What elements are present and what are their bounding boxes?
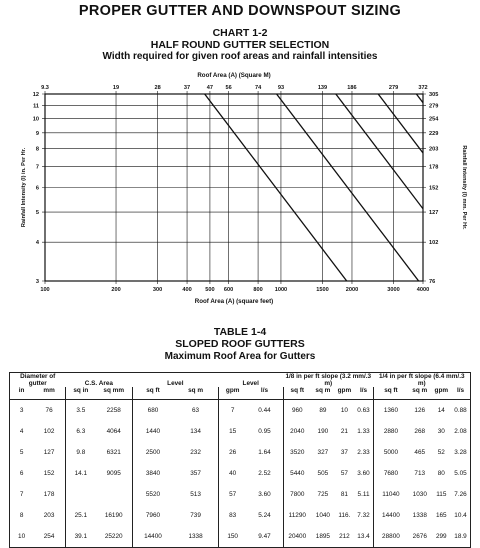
table-cell: 1.33	[354, 421, 373, 442]
table-subheader-cell: sq m	[311, 387, 335, 400]
table-cell: 6321	[96, 442, 133, 463]
x-tick-label-sqft: 600	[223, 287, 234, 293]
table-cell: 3.28	[451, 442, 471, 463]
y-tick-label-mm: 152	[429, 185, 439, 192]
table-cell: 8	[10, 505, 34, 526]
table-cell: 3.60	[246, 484, 283, 505]
table-cell: 14400	[132, 526, 173, 548]
table-cell: 37	[340, 449, 348, 456]
table-cell: 39.1	[66, 526, 96, 548]
y-tick-label-in: 8	[35, 146, 39, 153]
header-slope-quarter: 1/4 in per ft slope (6.4 mm/.3 m)	[373, 373, 470, 388]
table-cell: 1040	[315, 512, 330, 519]
table-cell: 2.08	[451, 421, 471, 442]
table-cell: 115	[436, 491, 447, 498]
table-cell: 4	[10, 421, 34, 442]
table-subheader-cell: l/s	[246, 387, 283, 400]
table-cell	[66, 484, 96, 505]
table-cell: 680	[132, 400, 173, 422]
table-subheader-cell: l/s	[451, 387, 471, 400]
table-cell: 3.5	[66, 400, 96, 422]
table-cell: 2040	[283, 421, 311, 442]
table-subheader-cell: sq m	[173, 387, 218, 400]
table-cell: 14.1	[66, 463, 96, 484]
table-cell: 9.8	[66, 442, 96, 463]
table-row	[10, 526, 471, 548]
chart-name: HALF ROUND GUTTER SELECTION	[150, 39, 330, 51]
table-row	[10, 421, 471, 442]
x-tick-label-sqft: 200	[111, 287, 121, 293]
table-cell: 7.32	[354, 505, 373, 526]
x-tick-label-sqft: 3000	[387, 287, 400, 293]
table-subheader-cell: sq ft	[283, 387, 311, 400]
header-cs-area: C.S. Area	[66, 373, 133, 388]
table-subheader-cell: sq m	[408, 387, 432, 400]
table-subheader-cell: sq in	[66, 387, 96, 400]
table-name: SLOPED ROOF GUTTERS	[175, 338, 305, 350]
y-tick-label-mm: 229	[429, 130, 439, 137]
table-cell: 5.11	[354, 484, 373, 505]
table-cell: 1440	[132, 421, 173, 442]
x-tick-label-sqft: 500	[205, 287, 215, 293]
gutter-line	[45, 64, 423, 310]
table-cell: 116.	[338, 512, 351, 519]
table-subheader-cell: in	[10, 387, 34, 400]
table-cell: 63	[173, 400, 218, 422]
table-cell: 1338	[412, 512, 427, 519]
page-title: PROPER GUTTER AND DOWNSPOUT SIZING	[78, 3, 402, 19]
y-tick-label-mm: 76	[429, 279, 436, 285]
table-subheader-cell: sq mm	[96, 387, 133, 400]
top-axis-title: Roof Area (A) (Square M)	[197, 72, 271, 79]
y-tick-label-in: 5	[35, 210, 39, 217]
table-subheader-cell: sq ft	[373, 387, 407, 400]
table-cell: 3	[10, 400, 34, 422]
x-tick-label-sqm: 37	[183, 85, 191, 91]
table-cell: 203	[33, 505, 65, 526]
table-cell: 9.47	[246, 526, 283, 548]
table-cell: 15	[218, 421, 246, 442]
y-tick-label-in: 6	[35, 185, 39, 192]
table-cell: 2676	[408, 526, 432, 548]
table-cell: 102	[33, 421, 65, 442]
table-cell: 14	[437, 407, 445, 414]
table-cell: 3.60	[354, 463, 373, 484]
y-tick-label-in: 12	[32, 92, 39, 98]
right-axis-title: Rainfall Intensity (I) mm. Per Hr.	[461, 145, 467, 230]
table-cell: 7	[218, 400, 246, 422]
x-tick-label-sqm: 279	[388, 85, 399, 91]
y-tick-label-mm: 102	[429, 240, 439, 247]
table-cell: 7.26	[451, 484, 471, 505]
table-row	[10, 463, 471, 484]
table-cell: 40	[218, 463, 246, 484]
table-cell: 134	[173, 421, 218, 442]
x-tick-label-sqm: 28	[154, 85, 161, 91]
table-cell: 725	[317, 491, 329, 498]
table-cell: 0.63	[354, 400, 373, 422]
table-cell: 1030	[412, 491, 427, 498]
table-cell: 212	[335, 526, 354, 548]
x-tick-label-sqft: 2000	[345, 287, 359, 293]
table-cell: 152	[33, 463, 65, 484]
table-cell: 739	[173, 505, 218, 526]
table-cell: 89	[319, 407, 327, 414]
table-cell: 7800	[283, 484, 311, 505]
chart-subtitle: Width required for given roof areas and rainfall intensities	[102, 51, 378, 62]
table-subheader-cell: gpm	[432, 387, 451, 400]
table-cell: 327	[317, 449, 329, 456]
table-cell: 1360	[373, 400, 407, 422]
table-cell: 4064	[96, 421, 133, 442]
table-cell: 127	[33, 442, 65, 463]
table-cell: 232	[173, 442, 218, 463]
table-cell: 268	[414, 428, 426, 435]
table-cell: 11040	[373, 484, 407, 505]
header-diameter: Diameter of gutter	[10, 373, 66, 388]
table-cell: 960	[283, 400, 311, 422]
table-cell: 5000	[373, 442, 407, 463]
table-cell: 25220	[96, 526, 133, 548]
x-tick-label-sqm: 56	[225, 85, 232, 91]
table-cell: 5520	[132, 484, 173, 505]
table-cell: 18.9	[451, 526, 471, 548]
gutter-line	[45, 64, 423, 103]
x-tick-label-sqft: 1000	[274, 287, 288, 293]
header-level-flow: Level	[218, 373, 283, 388]
table-cell: 0.44	[246, 400, 283, 422]
table-cell: 57	[218, 484, 246, 505]
y-tick-label-in: 10	[32, 116, 39, 123]
x-tick-label-sqm: 74	[254, 85, 262, 91]
table-cell: 505	[317, 470, 329, 477]
y-tick-label-mm: 305	[429, 92, 439, 98]
gutter-line	[45, 64, 423, 287]
y-tick-label-in: 4	[35, 240, 39, 247]
x-tick-label-sqft: 400	[182, 287, 192, 293]
y-tick-label-mm: 279	[429, 103, 439, 110]
table-sub-header-row	[10, 387, 471, 400]
table-cell: 1.64	[246, 442, 283, 463]
chart-number: CHART 1-2	[212, 27, 268, 39]
table-cell: 57	[340, 470, 348, 477]
table-row	[10, 442, 471, 463]
table-cell: 254	[33, 526, 65, 548]
table-subheader-cell: mm	[33, 387, 65, 400]
table-cell: 52	[437, 449, 445, 456]
table-row	[10, 400, 471, 422]
table-subheader-cell: gpm	[335, 387, 354, 400]
table-cell: 20400	[283, 526, 311, 548]
table-cell: 1895	[311, 526, 335, 548]
table-cell: 7680	[373, 463, 407, 484]
table-cell	[96, 484, 133, 505]
x-tick-label-sqft: 800	[253, 287, 263, 293]
table-subheader-cell: l/s	[354, 387, 373, 400]
plot-area	[21, 64, 467, 310]
y-tick-label-in: 7	[35, 164, 39, 171]
x-tick-label-sqm: 19	[112, 85, 120, 91]
gutter-line	[45, 64, 423, 209]
table-cell: 2.33	[354, 442, 373, 463]
table-cell: 465	[414, 449, 426, 456]
table-cell: 190	[317, 428, 329, 435]
y-tick-label-in: 11	[33, 103, 39, 110]
table-subheader-cell: sq ft	[132, 387, 173, 400]
table-cell: 81	[340, 491, 348, 498]
table-cell: 357	[173, 463, 218, 484]
y-tick-label-mm: 254	[429, 116, 439, 123]
table-cell: 6	[10, 463, 34, 484]
x-tick-label-sqm: 139	[317, 85, 328, 91]
table-cell: 6.3	[66, 421, 96, 442]
table-cell: 178	[33, 484, 65, 505]
table-cell: 16190	[96, 505, 133, 526]
left-axis-title: Rainfall Intensity (I) in. Per Hr.	[21, 147, 27, 228]
x-tick-label-sqm: 93	[277, 85, 285, 91]
table-cell: 26	[218, 442, 246, 463]
table-cell: 5.24	[246, 505, 283, 526]
table-cell: 30	[437, 428, 445, 435]
y-tick-label-mm: 127	[429, 210, 439, 217]
gutter-table	[9, 372, 471, 548]
table-cell: 28800	[373, 526, 407, 548]
y-tick-label-mm: 203	[429, 146, 439, 153]
table-cell: 11290	[283, 505, 311, 526]
table-cell: 2.52	[246, 463, 283, 484]
table-cell: 83	[218, 505, 246, 526]
table-cell: 80	[437, 470, 445, 477]
table-cell: 0.95	[246, 421, 283, 442]
table-cell: 7	[10, 484, 34, 505]
table-cell: 165	[435, 512, 447, 519]
x-tick-label-sqft: 100	[40, 287, 50, 293]
table-cell: 2500	[132, 442, 173, 463]
table-cell: 3520	[283, 442, 311, 463]
table-cell: 14400	[373, 505, 407, 526]
bottom-axis-title: Roof Area (A) (square feet)	[194, 298, 274, 305]
header-level-area: Level	[132, 373, 218, 388]
table-cell: 25.1	[66, 505, 96, 526]
table-cell: 3840	[132, 463, 173, 484]
table-number: TABLE 1-4	[213, 326, 267, 338]
gutter-chart	[0, 64, 480, 310]
table-cell: 9095	[96, 463, 133, 484]
y-tick-label-in: 9	[35, 130, 39, 137]
header-slope-eighth: 1/8 in per ft slope (3.2 mm/.3 m)	[283, 373, 373, 388]
table-cell: 7960	[132, 505, 173, 526]
x-tick-label-sqm: 47	[206, 85, 214, 91]
y-tick-label-mm: 178	[429, 164, 439, 171]
x-tick-label-sqft: 4000	[416, 287, 430, 293]
table-cell: 10	[340, 407, 348, 414]
y-tick-label-in: 3	[35, 279, 39, 285]
table-cell: 2258	[96, 400, 133, 422]
table-cell: 713	[414, 470, 426, 477]
table-cell: 21	[340, 428, 348, 435]
table-cell: 5.05	[451, 463, 471, 484]
table-cell: 150	[218, 526, 246, 548]
table-subtitle: Maximum Roof Area for Gutters	[164, 351, 316, 362]
table-cell: 2880	[373, 421, 407, 442]
table-cell: 5	[10, 442, 34, 463]
table-group-header-row	[10, 373, 471, 388]
table-cell: 5440	[283, 463, 311, 484]
table-cell: 10.4	[451, 505, 471, 526]
x-tick-label-sqft: 1500	[316, 287, 329, 293]
table-cell: 10	[10, 526, 34, 548]
x-tick-label-sqm: 186	[347, 85, 357, 91]
table-cell: 0.88	[451, 400, 471, 422]
x-tick-label-sqm: 9.3	[41, 85, 49, 91]
table-row	[10, 505, 471, 526]
table-cell: 126	[414, 407, 426, 414]
table-row	[10, 484, 471, 505]
table-cell: 513	[173, 484, 218, 505]
table-cell: 299	[432, 526, 451, 548]
table-cell: 76	[33, 400, 65, 422]
x-tick-label-sqft: 300	[152, 287, 163, 293]
table-subheader-cell: gpm	[218, 387, 246, 400]
x-tick-label-sqm: 372	[418, 85, 428, 91]
table-cell: 13.4	[354, 526, 373, 548]
table-cell: 1338	[173, 526, 218, 548]
